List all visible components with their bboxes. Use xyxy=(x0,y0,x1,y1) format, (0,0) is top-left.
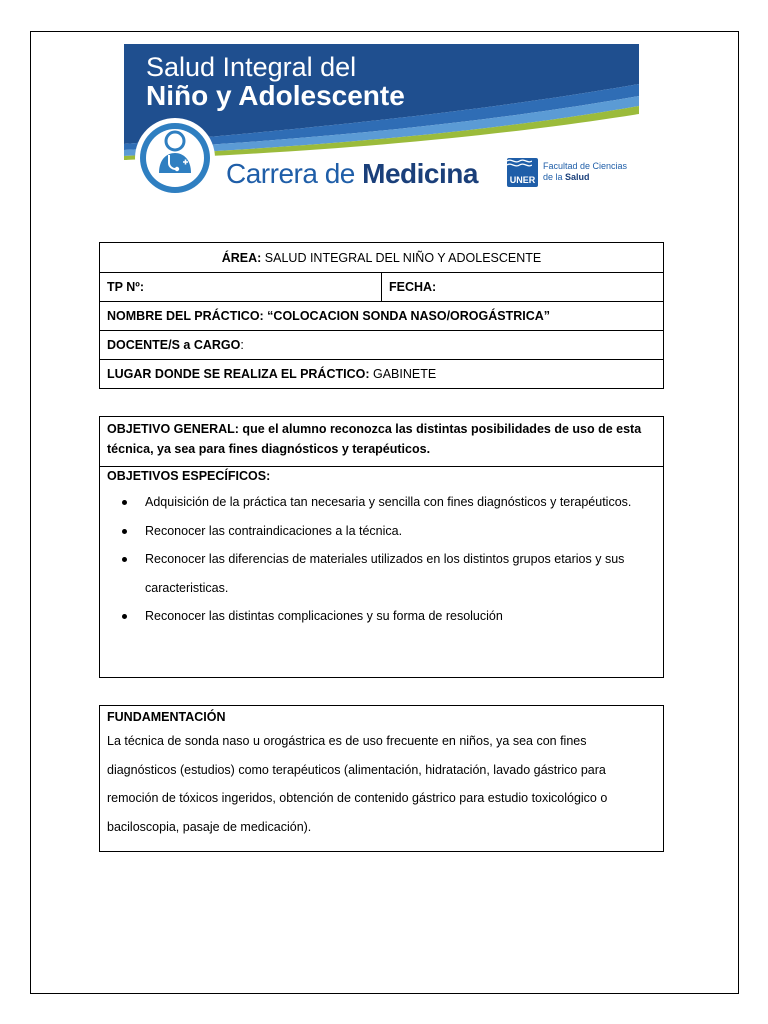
nombre-row xyxy=(100,301,663,330)
list-item xyxy=(100,517,663,546)
list-item xyxy=(100,488,663,517)
list-item xyxy=(100,602,663,631)
lugar-value: GABINETE xyxy=(369,367,437,381)
fundamentacion-text: La técnica de sonda naso u orogástrica es de uso frecuente en niños, ya sea con fines diagnósticos (estudios) como terapéuticos (alimentación, hidratación, lavado gástrico para remoción de tóxicos ingeridos, obtención de contenido gástrico para estudio toxicológico o baciloscopia, pasaje de medicación). xyxy=(107,734,608,834)
fundamentacion-box xyxy=(99,705,664,852)
list-item xyxy=(100,545,663,602)
nombre-label: NOMBRE DEL PRÁCTICO: “COLOCACION SONDA NASO/OROGÁSTRICA” xyxy=(107,309,551,323)
list-item-text: Reconocer las contraindicaciones a la técnica. xyxy=(145,523,403,538)
faculty-line2-prefix: de la xyxy=(543,172,566,182)
area-label: ÁREA: xyxy=(221,250,262,265)
faculty-line2 xyxy=(543,172,627,183)
lugar-label: LUGAR DONDE SE REALIZA EL PRÁCTICO: xyxy=(107,367,370,381)
fecha-label: FECHA: xyxy=(389,280,437,294)
career-bold: Medicina xyxy=(362,158,478,189)
tp-fecha-row xyxy=(100,272,663,301)
bullet-icon xyxy=(122,557,127,562)
banner-title-line2: Niño y Adolescente xyxy=(146,80,405,111)
header-table xyxy=(99,242,664,389)
bullet-icon xyxy=(122,614,127,619)
objetivos-list xyxy=(100,488,663,631)
objectives-table xyxy=(99,416,664,678)
list-item-text: Reconocer las diferencias de materiales utilizados en los distintos grupos etarios y sus caracteristicas. xyxy=(145,552,625,595)
docente-colon: : xyxy=(240,338,244,352)
docente-row xyxy=(100,330,663,359)
faculty-line1: Facultad de Ciencias xyxy=(543,161,628,171)
fecha-cell xyxy=(382,273,663,301)
tp-cell xyxy=(100,273,382,301)
area-value: SALUD INTEGRAL DEL NIÑO Y ADOLESCENTE xyxy=(261,250,542,265)
uner-logo xyxy=(507,158,538,187)
header-banner xyxy=(124,44,639,196)
faculty-name xyxy=(543,161,627,183)
area-row xyxy=(100,243,663,272)
uner-waves-icon xyxy=(507,158,532,168)
bullet-icon xyxy=(122,500,127,505)
career-prefix: Carrera de xyxy=(226,158,363,189)
faculty-line2-bold: Salud xyxy=(565,172,590,182)
tp-label: TP Nº: xyxy=(107,280,144,294)
list-item-text: Adquisición de la práctica tan necesaria y sencilla con fines diagnósticos y terapéuticos. xyxy=(145,495,632,509)
docente-label: DOCENTE/S a CARGO xyxy=(107,338,241,352)
uner-text: UNER xyxy=(509,175,536,185)
banner-career xyxy=(226,157,478,191)
objetivo-general: OBJETIVO GENERAL: que el alumno reconozca las distintas posibilidades de uso de esta técnica, ya sea para fines diagnósticos y terapéuticos. xyxy=(100,417,663,467)
fundamentacion-title: FUNDAMENTACIÓN xyxy=(107,710,226,724)
list-item-text: Reconocer las distintas complicaciones y su forma de resolución xyxy=(145,609,503,623)
bullet-icon xyxy=(122,529,127,534)
objetivos-especificos-title: OBJETIVOS ESPECÍFICOS: xyxy=(107,469,271,483)
lugar-row xyxy=(100,359,663,388)
banner-title-line1: Salud Integral del xyxy=(146,52,357,82)
doctor-icon xyxy=(155,129,195,179)
